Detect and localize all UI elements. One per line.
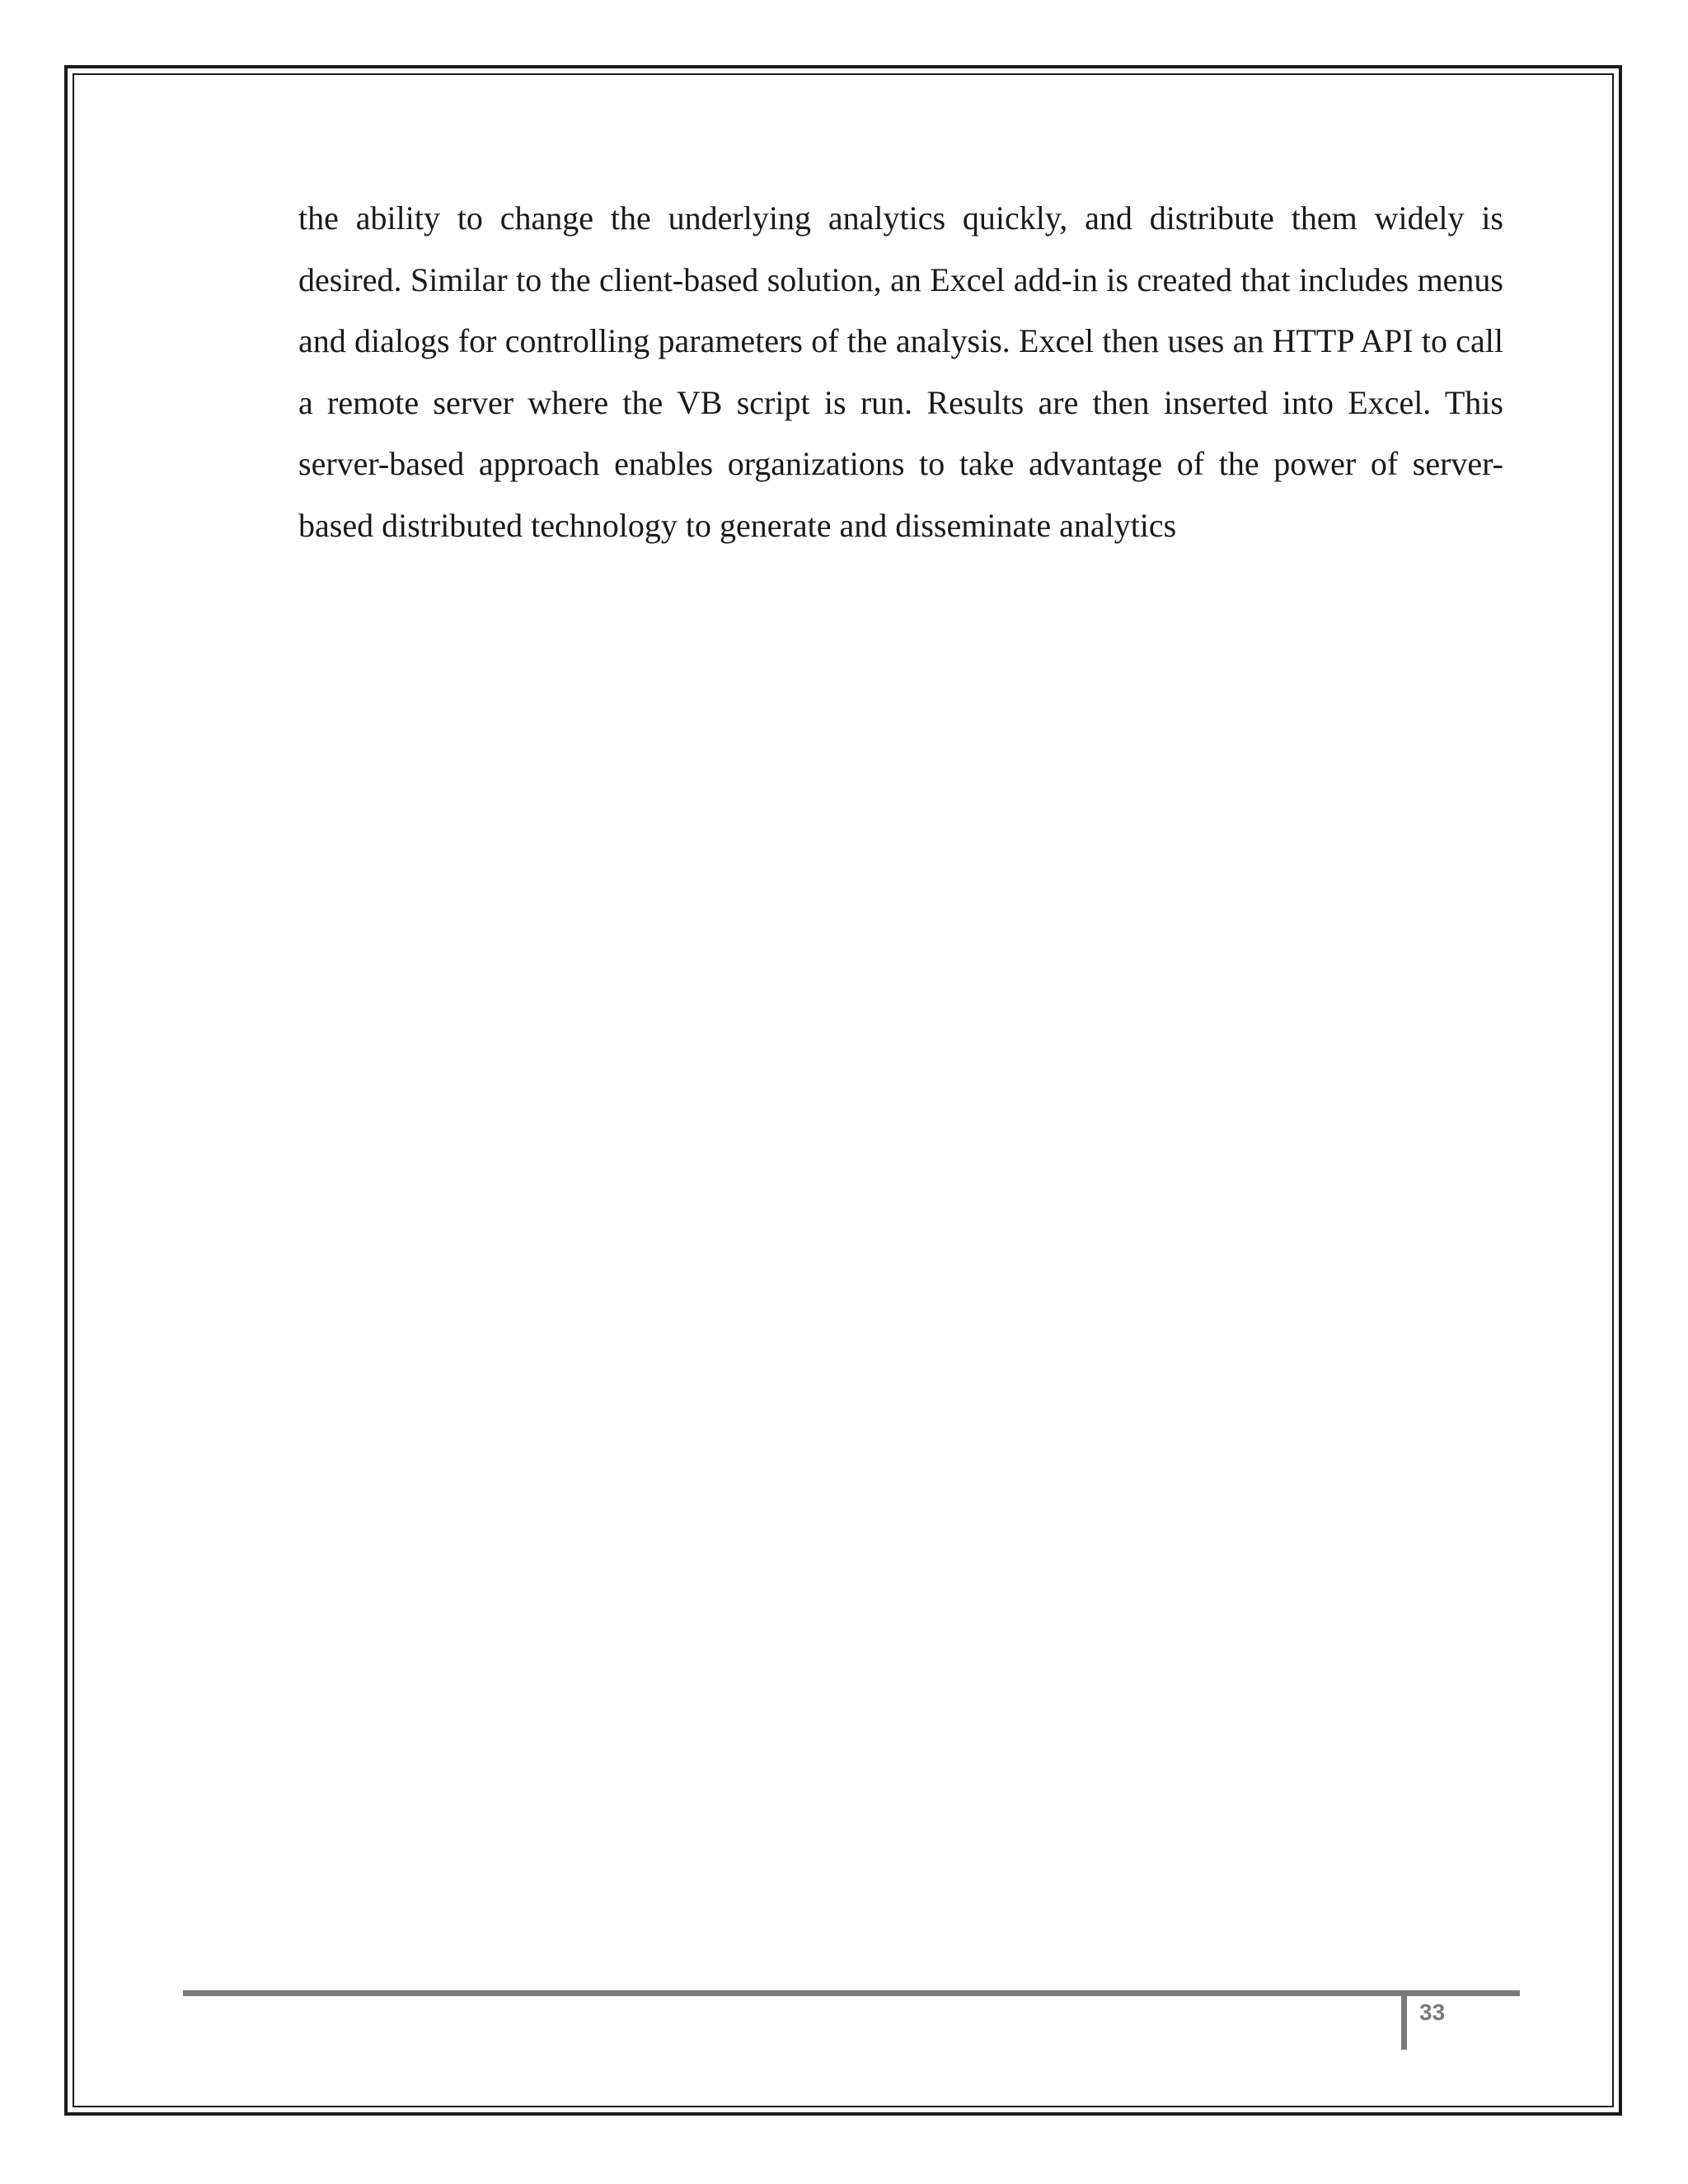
body-paragraph: the ability to change the underlying analytics quickly, and distribute them widely is desired. Similar to the client-based solution, an Excel add-in is created that includes menus and dialogs for controlling parameters of the analysis. Excel then uses an HTTP API to call a remote server where the VB script is run. Results are then inserted into Excel. This server-based approach enables organizations to take advantage of the power of server-based distributed technology to generate and disseminate analytics: [298, 199, 1503, 544]
footer-divider-tick: [1401, 1990, 1407, 2050]
page-number: 33: [1419, 1999, 1446, 2025]
footer-rule: [183, 1990, 1520, 1996]
